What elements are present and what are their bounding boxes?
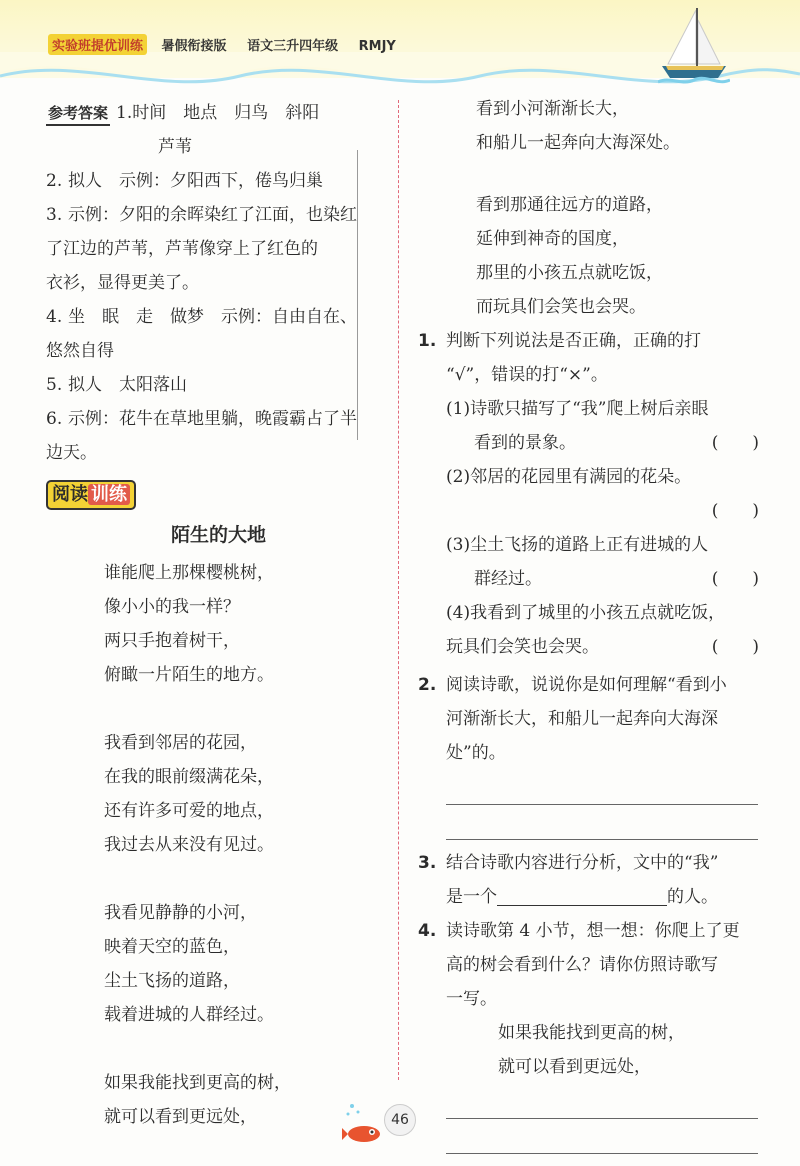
subject-label: 语文三升四年级 bbox=[247, 39, 339, 54]
page-header bbox=[0, 0, 800, 78]
answer-line[interactable] bbox=[446, 1119, 758, 1154]
answer-1: 参考答案 1.时间 地点 归鸟 斜阳 bbox=[46, 96, 391, 130]
column-divider bbox=[398, 100, 399, 1080]
answer-5: 5. 拟人 太阳落山 bbox=[46, 375, 187, 395]
q1-sub-4: (4)我看到了城里的小孩五点就吃饭， 玩具们会笑也会哭。 ( ) bbox=[418, 596, 763, 664]
answer-paren[interactable]: ( ) bbox=[711, 433, 759, 453]
answer-line[interactable] bbox=[446, 1084, 758, 1119]
publisher-label: RMJY bbox=[358, 39, 396, 54]
answer-4: 4. 坐 眠 走 做梦 示例：自由自在、 悠然自得 bbox=[46, 307, 357, 361]
question-2: 2. 阅读诗歌，说说你是如何理解“看到小 河渐渐长大，和船儿一起奔向大海深 处”的。 bbox=[418, 675, 727, 763]
q1-sub-1: (1)诗歌只描写了“我”爬上树后亲眼 看到的景象。 ( ) bbox=[418, 392, 763, 460]
answer-3: 3. 示例：夕阳的余晖染红了江面，也染红 了江边的芦苇，芦苇像穿上了红色的 衣衫，显得更美了。 bbox=[46, 205, 357, 293]
poem-stanza-3: 我看见静静的小河， 映着天空的蓝色， 尘土飞扬的道路， 载着进城的人群经过。 bbox=[104, 903, 274, 1025]
answer-key-tag: 参考答案 bbox=[46, 102, 110, 126]
poem-title: 陌生的大地 bbox=[170, 524, 266, 546]
answer-paren[interactable]: ( ) bbox=[711, 569, 759, 589]
question-1: 1. 判断下列说法是否正确，正确的打 “√”，错误的打“×”。 bbox=[418, 331, 701, 385]
series-badge: 实验班提优训练 bbox=[48, 34, 147, 55]
answer-paren[interactable]: ( ) bbox=[711, 501, 759, 521]
answer-6: 6. 示例：花牛在草地里躺，晚霞霸占了半 边天。 bbox=[46, 409, 357, 463]
poem-stanza-5: 看到那通往远方的道路， 延伸到神奇的国度， 那里的小孩五点就吃饭， 而玩具们会笑也会哭。 bbox=[476, 195, 663, 317]
header-title bbox=[48, 34, 396, 55]
question-4: 4. 读诗歌第 4 小节，想一想：你爬上了更 高的树会看到什么？请你仿照诗歌写 一写。 bbox=[418, 921, 740, 1009]
left-column: 参考答案 1.时间 地点 归鸟 斜阳 芦苇 2. 拟人 示例：夕阳西下，倦鸟归巢 3. 示例：夕阳的余晖染红了江面，也染红 了江边的芦苇，芦苇像穿上了红色的 衣衫，显得更美了。 4. 坐 眠 走 做梦 示例：自由自在、 悠然自得 5. 拟人 太阳落山 6. 示例：花牛在草地里躺，晚霞霸占了半 边天。 阅读 训练 陌生的大地 谁能爬上那棵樱桃树， 像小小的我一样？ 两只手抱着树干， 俯瞰一片陌生的地方。 我看到邻居的花园， 在我的眼前缀满花朵， 还有许多可爱的地点， 我过去从来没有见过。 我看见静静的小河， 映着天空的蓝色， 尘土飞扬的道路， 载着进城的人群经过。 如果我能找到更高的树， 就可以看到更远处， bbox=[46, 96, 391, 1134]
answer-line[interactable] bbox=[446, 770, 758, 805]
q1-sub-2: (2)邻居的花园里有满园的花朵。 ( ) bbox=[418, 460, 763, 528]
question-3: 3. 结合诗歌内容进行分析，文中的“我” 是一个 的人。 bbox=[418, 853, 719, 907]
sailboat-icon bbox=[658, 6, 730, 86]
fill-blank[interactable] bbox=[497, 883, 667, 906]
poem-stanza-1: 谁能爬上那棵樱桃树， 像小小的我一样？ 两只手抱着树干， 俯瞰一片陌生的地方。 bbox=[104, 563, 274, 685]
poem-stanza-4: 如果我能找到更高的树， 就可以看到更远处， bbox=[104, 1073, 291, 1127]
poem-stanza-2: 我看到邻居的花园， 在我的眼前缀满花朵， 还有许多可爱的地点， 我过去从来没有见过。 bbox=[104, 733, 274, 855]
poem-stanza-4-cont: 看到小河渐渐长大， 和船儿一起奔向大海深处。 bbox=[476, 99, 680, 153]
edition-label: 暑假衔接版 bbox=[161, 39, 227, 54]
page-number: 46 bbox=[384, 1104, 416, 1136]
q1-sub-3: (3)尘土飞扬的道路上正有进城的人 群经过。 ( ) bbox=[418, 528, 763, 596]
right-column: 看到小河渐渐长大， 和船儿一起奔向大海深处。 看到那通往远方的道路， 延伸到神奇的国度， 那里的小孩五点就吃饭， 而玩具们会笑也会哭。 1. 判断下列说法是否正确，正确的打 “√”，错误的打“×”。 (1)诗歌只描写了“我”爬上树后亲眼 看到的景象。 ( ) (2)邻居的花园里有满园的花朵。 ( ) (3)尘土飞扬的道路上正有进城的人 群经过。 ( ) (4)我看到了城里的小孩五点就吃饭， 玩具们会笑也会哭。 ( ) 2. 阅读诗歌，说说你是如何理解“看到小 河渐渐长大，和船儿一起奔向大海深 处”的。 3. 结合诗歌内容进行分析，文中的“我” 是一个 的人。 4. 读诗歌第 4 小节，想一想：你爬上了更 高的树会看到什么？请你仿照诗歌写 一写。 如果我能找到更高的树， 就可以看到更远处， bbox=[418, 92, 763, 1154]
answer-line[interactable] bbox=[446, 805, 758, 840]
answer-2: 2. 拟人 示例：夕阳西下，倦鸟归巢 bbox=[46, 171, 323, 191]
reading-training-badge: 阅读 训练 bbox=[46, 480, 136, 510]
answer-paren[interactable]: ( ) bbox=[711, 637, 759, 657]
